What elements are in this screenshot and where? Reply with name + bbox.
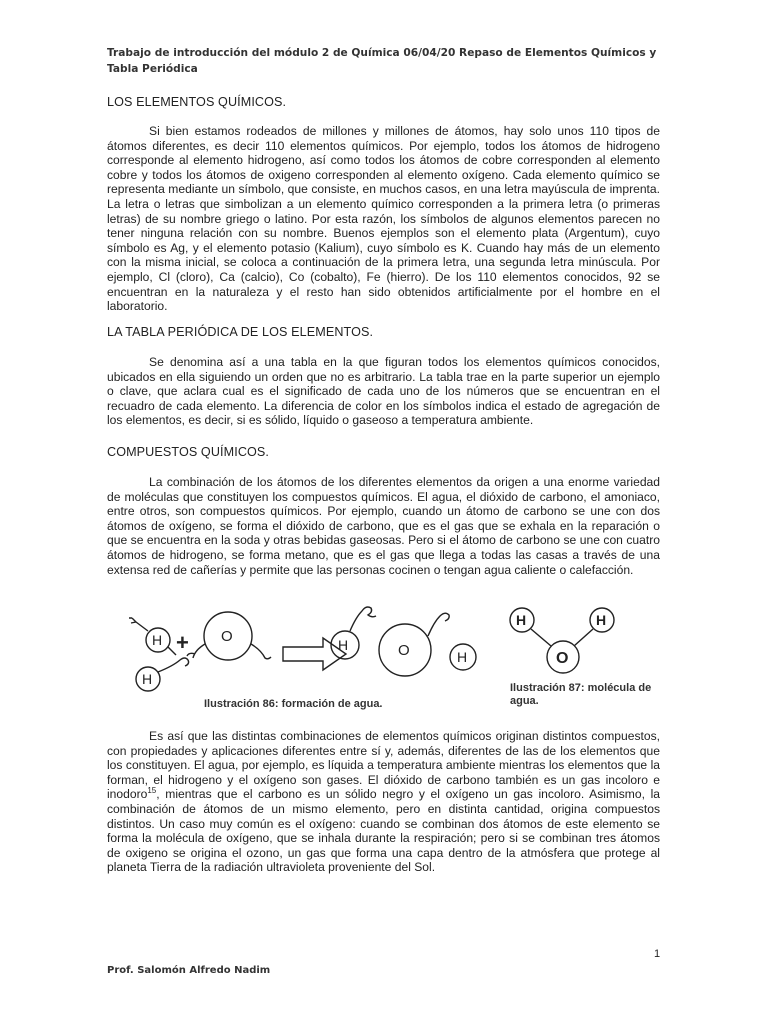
water-reaction-h1-label: H bbox=[338, 637, 349, 653]
hydrogen-atom-top bbox=[129, 618, 176, 655]
paragraph-elementos-text: Si bien estamos rodeados de millones y millones de átomos, hay solo unos 110 tipos de átomos diferentes, es decir 110 elementos químicos. Por ejemplo, todos los átomos de hidrogeno corresponde al elemento hidrogeno, así como todos los átomos de cobre corresponden al elemento cobre y todos los átomos de oxigeno corresponden al elemento oxígeno. Cada elemento químico se representa mediante un símbolo, que consiste, en muchos casos, en una letra mayúscula de imprenta. La letra o letras que simbolizan a un elemento químico corresponden a la primera letra (o primeras letras) de su nombre griego o latino. Por esta razón, los símbolos de algunos elementos parecen no tener ninguna relación con su nombre. Buenos ejemplos son el elemento plata (Argentum), cuyo símbolo es Ag, y el elemento potasio (Kalium), cuyo símbolo es K. Cuando hay más de un elemento con la misma inicial, se coloca a continuación de la primera letra, una segunda letra minúscula. Por ejemplo, Cl (cloro), Ca (calcio), Co (cobalto), Fe (hierro). De los 110 elementos conocidos, 92 se encuentran en la naturaleza y el resto han sido obtenidos artificialmente por el hombre en el laboratorio. bbox=[107, 124, 660, 314]
paragraph-combinaciones bbox=[107, 729, 660, 875]
oxygen-atom-left-label: O bbox=[221, 628, 233, 645]
water-molecule-reaction bbox=[331, 607, 476, 676]
water-reaction-h2-label: H bbox=[457, 649, 468, 665]
water-molecule-h-left-label: H bbox=[516, 612, 527, 628]
paragraph-elementos bbox=[107, 124, 660, 314]
paragraph-tabla-periodica-text: Se denomina así a una tabla en la que figuran todos los elementos químicos conocidos, ubicados en ella siguiendo un orden que no es arbitrario. La tabla trae en la parte superior un ejemplo o clave, que aclara cual es el significado de cada uno de los números que se encuentran en el recuadro de cada elemento. La diferencia de color en los símbolos indica el estado de agregación de los elementos, es decir, si es sólido, líquido o gaseoso a temperatura ambiente. bbox=[107, 355, 660, 428]
figure-86-caption: Ilustración 86: formación de agua. bbox=[204, 698, 383, 710]
water-molecule-h-right-label: H bbox=[596, 612, 607, 628]
arrow-icon bbox=[283, 637, 349, 670]
section-title-compuestos: COMPUESTOS QUÍMICOS. bbox=[107, 445, 270, 459]
figure-area bbox=[118, 600, 668, 720]
figure-87-caption: Ilustración 87: molécula de agua. bbox=[510, 682, 652, 707]
hydrogen-atom-bottom-label: H bbox=[142, 671, 153, 687]
page-footer-author: Prof. Salomón Alfredo Nadim bbox=[107, 965, 271, 976]
paragraph-compuestos-text: La combinación de los átomos de los diferentes elementos da origen a una enorme variedad de moléculas que constituyen los compuestos químicos. El agua, el dióxido de carbono, el amoniaco, entre otros, son compuestos químicos. Por ejemplo, cuando un átomo de carbono se une con dos átomos de oxígeno, se forma el dióxido de carbono, que es el gas que se exhala en la reparación o que se encuentra en la soda y otras bebidas gaseosas. Pero si el átomo de carbono se une con cuatro átomos de hidrogeno, se forma metano, que es el gas que llega a todas las casas a través de una extensa red de cañerías y permite que las personas cocinen o tengan agua caliente o calefacción. bbox=[107, 475, 660, 577]
oxygen-atom-left bbox=[187, 612, 271, 660]
plus-sign: + bbox=[176, 630, 189, 655]
paragraph-combinaciones-text-a: Es así que las distintas combinaciones de elementos químicos originan distintos compuestos, con propiedades y aplicaciones diferentes entre sí y, además, diferentes de las de los elementos que los constituyen. El agua, por ejemplo, es líquida a temperatura ambiente mientras los elementos que la forman, el hidrogeno y el oxígeno son gases. El dióxido de carbono también es un gas incoloro e inodoro bbox=[107, 729, 660, 802]
footnote-reference: 15 bbox=[147, 786, 157, 796]
paragraph-tabla-periodica bbox=[107, 355, 660, 428]
water-reaction-o-label: O bbox=[398, 642, 410, 659]
hydrogen-atom-top-label: H bbox=[152, 632, 163, 648]
paragraph-compuestos bbox=[107, 475, 660, 577]
water-molecule-diagram bbox=[510, 608, 614, 673]
section-title-elementos: LOS ELEMENTOS QUÍMICOS. bbox=[107, 95, 287, 109]
page-number: 1 bbox=[654, 948, 661, 960]
paragraph-combinaciones-text-b: , mientras que el carbono es un sólido negro y el oxígeno un gas incoloro. Asimismo, la combinación de átomos de un mismo elemento, pero en distinta cantidad, origina compuestos distintos. Un caso muy común es el oxígeno: cuando se combinan dos átomos de este elemento se forma la molécula de oxígeno, que se inhala durante la respiración; pero si se combinan tres átomos de oxigeno se origina el ozono, un gas que forma una capa dentro de la atmósfera que protege al planeta Tierra de la radiación ultravioleta proveniente del Sol. bbox=[107, 787, 660, 875]
hydrogen-atom-bottom bbox=[136, 658, 189, 691]
page-header: Trabajo de introducción del módulo 2 de Química 06/04/20 Repaso de Elementos Químicos y Tabla Periódica bbox=[107, 47, 657, 75]
water-molecule-o-label: O bbox=[556, 650, 569, 667]
section-title-tabla-periodica: LA TABLA PERIÓDICA DE LOS ELEMENTOS. bbox=[107, 325, 374, 339]
